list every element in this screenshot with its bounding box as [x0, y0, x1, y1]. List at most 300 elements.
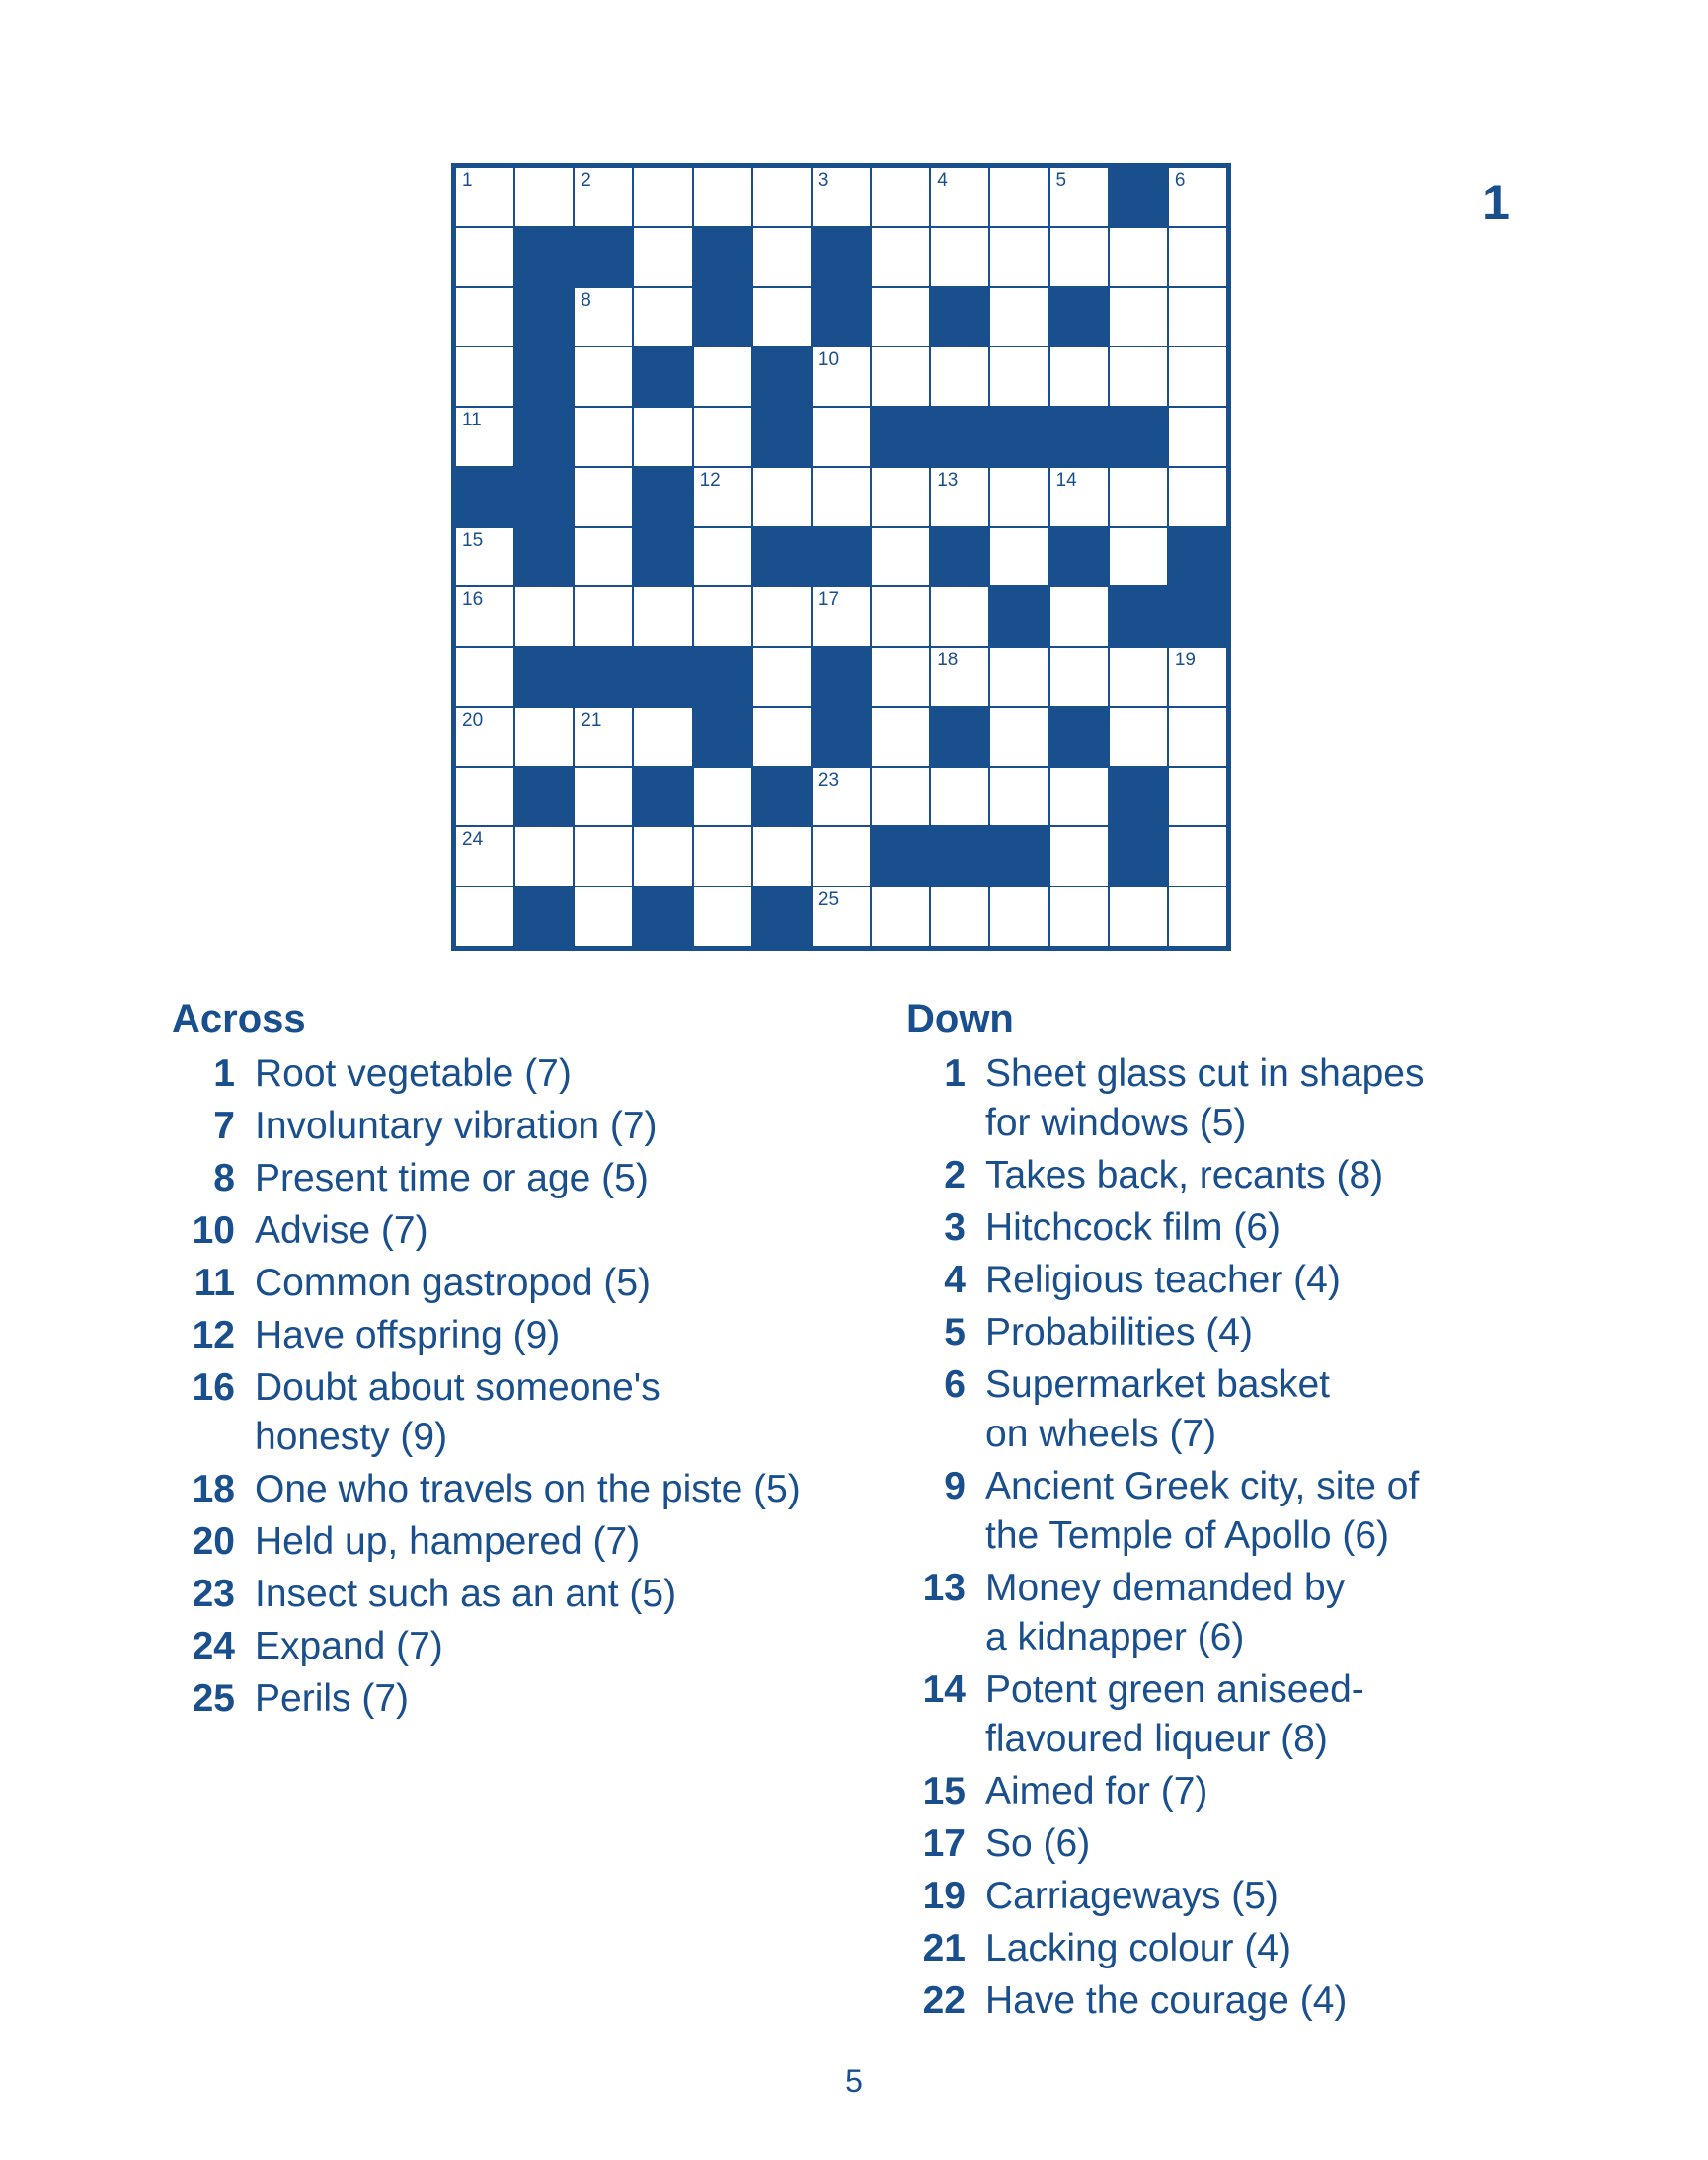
grid-block: [752, 887, 812, 947]
clue-text: [985, 1256, 1341, 1305]
grid-cell[interactable]: [455, 586, 514, 647]
grid-cell[interactable]: [455, 767, 514, 827]
grid-block: [633, 347, 692, 407]
clue-line: Hitchcock film (6): [985, 1206, 1281, 1249]
grid-cell[interactable]: [1109, 527, 1168, 587]
grid-cell[interactable]: [574, 287, 633, 347]
clue-text: [255, 1206, 428, 1256]
grid-block: [1049, 407, 1109, 467]
across-clue: [172, 1049, 863, 1099]
grid-cell[interactable]: [930, 167, 989, 227]
grid-cell[interactable]: [574, 467, 633, 527]
grid-block: [930, 407, 989, 467]
grid-cell[interactable]: [574, 407, 633, 467]
grid-cell[interactable]: [930, 586, 989, 647]
grid-block: [1049, 527, 1109, 587]
grid-cell[interactable]: [1049, 347, 1109, 407]
grid-cell[interactable]: [1109, 647, 1168, 707]
cell-number: 19: [1174, 650, 1196, 671]
clue-number: 21: [922, 1927, 966, 1969]
clue-line: Probabilities (4): [985, 1311, 1253, 1353]
grid-cell[interactable]: [1109, 227, 1168, 287]
grid-cell[interactable]: [1109, 287, 1168, 347]
cell-number: 18: [937, 650, 959, 671]
grid-cell[interactable]: [812, 887, 871, 947]
cell-number: 2: [581, 170, 591, 191]
cell-number: 6: [1174, 170, 1186, 191]
grid-block: [514, 287, 574, 347]
grid-cell[interactable]: [752, 586, 812, 647]
grid-cell[interactable]: [693, 887, 752, 947]
grid-block: [989, 407, 1048, 467]
clue-text: [255, 1049, 572, 1099]
grid-cell[interactable]: [1168, 287, 1227, 347]
clue-number: 10: [192, 1209, 235, 1252]
grid-cell[interactable]: [693, 826, 752, 887]
clue-number: 25: [192, 1677, 235, 1720]
down-clue: [906, 1049, 1499, 1148]
down-clue: [906, 1872, 1499, 1921]
grid-cell[interactable]: [1168, 707, 1227, 767]
grid-cell[interactable]: [1168, 887, 1227, 947]
grid-block: [1168, 586, 1227, 647]
grid-cell[interactable]: [930, 467, 989, 527]
clue-text: [255, 1674, 409, 1724]
grid-block: [930, 826, 989, 887]
clue-line: One who travels on the piste (5): [255, 1468, 801, 1510]
grid-cell[interactable]: [1168, 407, 1227, 467]
clue-text: [255, 1465, 801, 1514]
grid-cell[interactable]: [693, 407, 752, 467]
grid-cell[interactable]: [455, 227, 514, 287]
cell-number: 11: [462, 410, 482, 431]
grid-cell[interactable]: [812, 467, 871, 527]
grid-block: [989, 826, 1048, 887]
grid-cell[interactable]: [812, 586, 871, 647]
grid-block: [693, 227, 752, 287]
across-clue: [172, 1465, 863, 1514]
cell-number: 1: [462, 170, 473, 191]
clue-text: [985, 1151, 1383, 1200]
grid-cell[interactable]: [693, 167, 752, 227]
grid-block: [752, 767, 812, 827]
down-clue: [906, 1665, 1499, 1764]
grid-block: [989, 586, 1048, 647]
clue-line: Carriageways (5): [985, 1875, 1279, 1917]
clue-number: 6: [944, 1363, 966, 1406]
across-heading: Across: [172, 997, 306, 1041]
grid-cell[interactable]: [812, 826, 871, 887]
grid-cell[interactable]: [574, 767, 633, 827]
down-clue-list: [906, 1049, 1499, 2026]
grid-cell[interactable]: [1109, 467, 1168, 527]
grid-cell[interactable]: [633, 407, 692, 467]
grid-cell[interactable]: [574, 887, 633, 947]
clue-line: Potent green aniseed-: [985, 1668, 1364, 1711]
grid-cell[interactable]: [1109, 347, 1168, 407]
grid-cell[interactable]: [1049, 767, 1109, 827]
grid-cell[interactable]: [871, 707, 930, 767]
clue-line: Common gastropod (5): [255, 1262, 652, 1304]
grid-cell[interactable]: [633, 826, 692, 887]
grid-cell[interactable]: [989, 287, 1048, 347]
clue-line: a kidnapper (6): [985, 1616, 1245, 1659]
grid-block: [693, 287, 752, 347]
grid-block: [871, 407, 930, 467]
grid-cell[interactable]: [871, 887, 930, 947]
grid-cell[interactable]: [455, 647, 514, 707]
clue-number: 1: [213, 1052, 235, 1095]
grid-cell[interactable]: [1168, 467, 1227, 527]
clue-text: [985, 1564, 1345, 1662]
grid-block: [1109, 586, 1168, 647]
grid-cell[interactable]: [989, 347, 1048, 407]
cell-number: 16: [462, 589, 484, 611]
down-clue: [906, 1924, 1499, 1973]
down-clue: [906, 1203, 1499, 1253]
clue-text: [985, 1767, 1207, 1816]
grid-block: [1168, 527, 1227, 587]
grid-block: [930, 707, 989, 767]
cell-number: 10: [817, 349, 840, 371]
cell-number: 23: [817, 769, 840, 791]
grid-block: [1109, 826, 1168, 887]
cell-number: 3: [817, 170, 829, 191]
grid-block: [574, 647, 633, 707]
down-heading: Down: [906, 997, 1014, 1041]
clue-number: 1: [944, 1052, 966, 1095]
grid-cell[interactable]: [693, 467, 752, 527]
clue-number: 23: [192, 1573, 235, 1615]
grid-cell[interactable]: [752, 227, 812, 287]
grid-cell[interactable]: [1049, 586, 1109, 647]
cell-number: 13: [937, 469, 959, 491]
clue-line: Sheet glass cut in shapes: [985, 1052, 1425, 1095]
clue-number: 22: [922, 1979, 966, 2022]
grid-cell[interactable]: [752, 167, 812, 227]
grid-block: [1109, 407, 1168, 467]
grid-block: [812, 527, 871, 587]
cell-number: 12: [699, 469, 721, 491]
grid-cell[interactable]: [514, 586, 574, 647]
grid-cell[interactable]: [930, 887, 989, 947]
down-clues: [906, 997, 1499, 2029]
grid-block: [1049, 707, 1109, 767]
grid-cell[interactable]: [574, 167, 633, 227]
grid-cell[interactable]: [514, 707, 574, 767]
grid-block: [633, 767, 692, 827]
cell-number: 14: [1055, 469, 1077, 491]
grid-cell[interactable]: [871, 227, 930, 287]
grid-cell[interactable]: [930, 347, 989, 407]
grid-block: [752, 347, 812, 407]
cell-number: 21: [581, 709, 602, 731]
grid-block: [514, 347, 574, 407]
clue-text: [255, 1102, 658, 1151]
grid-cell[interactable]: [871, 167, 930, 227]
across-clue: [172, 1259, 863, 1308]
grid-cell[interactable]: [871, 767, 930, 827]
grid-cell[interactable]: [989, 467, 1048, 527]
cell-number: 4: [937, 170, 948, 191]
clue-number: 13: [922, 1567, 966, 1609]
down-clue: [906, 1360, 1499, 1459]
grid-cell[interactable]: [455, 887, 514, 947]
clue-line: Religious teacher (4): [985, 1259, 1341, 1301]
grid-cell[interactable]: [1168, 647, 1227, 707]
grid-cell[interactable]: [1049, 467, 1109, 527]
grid-block: [812, 647, 871, 707]
clue-number: 20: [192, 1520, 235, 1563]
grid-block: [514, 527, 574, 587]
grid-cell[interactable]: [693, 527, 752, 587]
grid-cell[interactable]: [989, 707, 1048, 767]
clue-number: 15: [922, 1770, 966, 1813]
down-clue: [906, 1564, 1499, 1662]
grid-block: [693, 647, 752, 707]
cell-number: 5: [1055, 170, 1067, 191]
clue-line: Aimed for (7): [985, 1770, 1208, 1813]
clue-text: [985, 1924, 1291, 1973]
clue-number: 4: [944, 1259, 966, 1301]
clue-line: Ancient Greek city, site of: [985, 1465, 1420, 1507]
grid-cell[interactable]: [1168, 826, 1227, 887]
clue-number: 14: [922, 1668, 966, 1711]
grid-cell[interactable]: [871, 287, 930, 347]
clue-number: 2: [944, 1154, 966, 1196]
grid-block: [1049, 287, 1109, 347]
clue-text: [985, 1360, 1330, 1459]
clue-number: 5: [944, 1311, 966, 1353]
grid-cell[interactable]: [752, 287, 812, 347]
grid-block: [752, 407, 812, 467]
clue-text: [985, 1308, 1253, 1357]
grid-block: [514, 767, 574, 827]
grid-cell[interactable]: [1168, 767, 1227, 827]
clue-number: 24: [192, 1625, 235, 1667]
grid-block: [930, 527, 989, 587]
grid-cell[interactable]: [693, 347, 752, 407]
across-clues: [172, 997, 863, 1727]
across-clue: [172, 1517, 863, 1567]
grid-cell[interactable]: [989, 167, 1048, 227]
grid-cell[interactable]: [455, 347, 514, 407]
cell-number: 25: [817, 889, 840, 911]
clue-number: 18: [192, 1468, 235, 1510]
grid-cell[interactable]: [752, 467, 812, 527]
grid-cell[interactable]: [514, 167, 574, 227]
clue-text: [255, 1259, 651, 1308]
grid-block: [633, 887, 692, 947]
clue-text: [985, 1665, 1364, 1764]
clue-line: So (6): [985, 1822, 1091, 1865]
grid-cell[interactable]: [752, 647, 812, 707]
clue-line: the Temple of Apollo (6): [985, 1514, 1390, 1557]
across-clue: [172, 1311, 863, 1360]
grid-block: [514, 467, 574, 527]
clue-text: [255, 1311, 560, 1360]
clue-text: [255, 1622, 443, 1671]
down-clue: [906, 1462, 1499, 1561]
across-clue: [172, 1154, 863, 1203]
grid-cell[interactable]: [455, 287, 514, 347]
grid-block: [633, 467, 692, 527]
grid-cell[interactable]: [812, 767, 871, 827]
grid-cell[interactable]: [1049, 887, 1109, 947]
down-clue: [906, 1767, 1499, 1816]
grid-block: [752, 527, 812, 587]
grid-cell[interactable]: [871, 647, 930, 707]
grid-cell[interactable]: [871, 527, 930, 587]
grid-cell[interactable]: [871, 467, 930, 527]
grid-block: [574, 227, 633, 287]
cell-number: 15: [462, 529, 484, 551]
grid-cell[interactable]: [1168, 167, 1227, 227]
clue-line: Have offspring (9): [255, 1314, 561, 1356]
grid-cell[interactable]: [455, 707, 514, 767]
grid-cell[interactable]: [574, 527, 633, 587]
grid-block: [514, 407, 574, 467]
grid-cell[interactable]: [930, 767, 989, 827]
grid-block: [1109, 767, 1168, 827]
clue-line: Money demanded by: [985, 1567, 1346, 1609]
clue-text: [985, 1976, 1347, 2026]
grid-cell[interactable]: [1049, 826, 1109, 887]
clue-number: 19: [922, 1875, 966, 1917]
grid-cell[interactable]: [1049, 227, 1109, 287]
clue-text: [985, 1203, 1281, 1253]
grid-cell[interactable]: [871, 347, 930, 407]
grid-cell[interactable]: [752, 707, 812, 767]
down-clue: [906, 1976, 1499, 2026]
grid-cell[interactable]: [574, 586, 633, 647]
grid-block: [812, 287, 871, 347]
crossword-grid: [451, 163, 1231, 951]
clue-line: Involuntary vibration (7): [255, 1105, 658, 1147]
across-clue: [172, 1674, 863, 1724]
page-number: 5: [845, 2063, 863, 2099]
grid-cell[interactable]: [812, 167, 871, 227]
cell-number: 20: [462, 709, 484, 731]
clue-number: 16: [192, 1366, 235, 1409]
grid-cell[interactable]: [455, 527, 514, 587]
grid-cell[interactable]: [930, 647, 989, 707]
clue-text: [255, 1154, 649, 1203]
grid-cell[interactable]: [574, 707, 633, 767]
clue-line: Root vegetable (7): [255, 1052, 572, 1095]
clue-text: [985, 1819, 1090, 1869]
grid-cell[interactable]: [514, 826, 574, 887]
clue-text: [255, 1363, 660, 1462]
across-clue: [172, 1622, 863, 1671]
grid-block: [455, 467, 514, 527]
grid-block: [930, 287, 989, 347]
grid-block: [633, 647, 692, 707]
grid-block: [514, 227, 574, 287]
grid-cell[interactable]: [1168, 347, 1227, 407]
across-clue: [172, 1570, 863, 1619]
clue-line: Perils (7): [255, 1677, 410, 1720]
clue-line: Advise (7): [255, 1209, 428, 1252]
grid-cell[interactable]: [633, 707, 692, 767]
grid-cell[interactable]: [633, 227, 692, 287]
grid-cell[interactable]: [633, 167, 692, 227]
across-clue: [172, 1363, 863, 1462]
grid-cell[interactable]: [574, 826, 633, 887]
clue-text: [255, 1517, 640, 1567]
clue-line: Present time or age (5): [255, 1157, 649, 1199]
clue-text: [985, 1049, 1424, 1148]
clue-line: Supermarket basket: [985, 1363, 1331, 1406]
grid-cell[interactable]: [812, 347, 871, 407]
grid-block: [514, 647, 574, 707]
grid-cell[interactable]: [455, 407, 514, 467]
grid-cell[interactable]: [1109, 887, 1168, 947]
clue-line: Doubt about someone's: [255, 1366, 660, 1409]
clue-number: 12: [192, 1314, 235, 1356]
clue-line: for windows (5): [985, 1102, 1247, 1144]
grid-cell[interactable]: [989, 767, 1048, 827]
grid-block: [514, 887, 574, 947]
down-clue: [906, 1151, 1499, 1200]
clue-number: 8: [213, 1157, 235, 1199]
grid-cell[interactable]: [633, 586, 692, 647]
grid-cell[interactable]: [1049, 647, 1109, 707]
cell-number: 17: [817, 589, 840, 611]
grid-block: [633, 527, 692, 587]
clue-line: Have the courage (4): [985, 1979, 1348, 2022]
cell-number: 24: [462, 829, 484, 851]
grid-cell[interactable]: [1109, 707, 1168, 767]
grid-cell[interactable]: [752, 826, 812, 887]
across-clue: [172, 1102, 863, 1151]
clue-number: 3: [944, 1206, 966, 1249]
grid-cell[interactable]: [633, 287, 692, 347]
clue-number: 7: [213, 1105, 235, 1147]
cell-number: 8: [581, 289, 591, 311]
clue-line: flavoured liqueur (8): [985, 1718, 1328, 1760]
grid-cell[interactable]: [455, 167, 514, 227]
grid-cell[interactable]: [989, 527, 1048, 587]
grid-cell[interactable]: [693, 586, 752, 647]
grid-cell[interactable]: [930, 227, 989, 287]
grid-cell[interactable]: [1168, 227, 1227, 287]
clue-line: honesty (9): [255, 1416, 448, 1458]
clue-number: 11: [194, 1262, 235, 1304]
grid-block: [693, 707, 752, 767]
grid-block: [1109, 167, 1168, 227]
grid-cell[interactable]: [989, 887, 1048, 947]
clue-line: Takes back, recants (8): [985, 1154, 1384, 1196]
down-clue: [906, 1819, 1499, 1869]
clue-line: Expand (7): [255, 1625, 443, 1667]
grid-cell[interactable]: [989, 647, 1048, 707]
grid-block: [812, 707, 871, 767]
clue-line: Insect such as an ant (5): [255, 1573, 677, 1615]
grid-cell[interactable]: [871, 586, 930, 647]
puzzle-number: 1: [1482, 175, 1510, 230]
clue-line: Held up, hampered (7): [255, 1520, 641, 1563]
grid-cell[interactable]: [989, 227, 1048, 287]
clue-text: [985, 1462, 1419, 1561]
grid-cell[interactable]: [812, 407, 871, 467]
grid-block: [871, 826, 930, 887]
grid-cell[interactable]: [1049, 167, 1109, 227]
grid-cell[interactable]: [455, 826, 514, 887]
clue-text: [255, 1570, 676, 1619]
grid-cell[interactable]: [574, 347, 633, 407]
grid-cell[interactable]: [693, 767, 752, 827]
